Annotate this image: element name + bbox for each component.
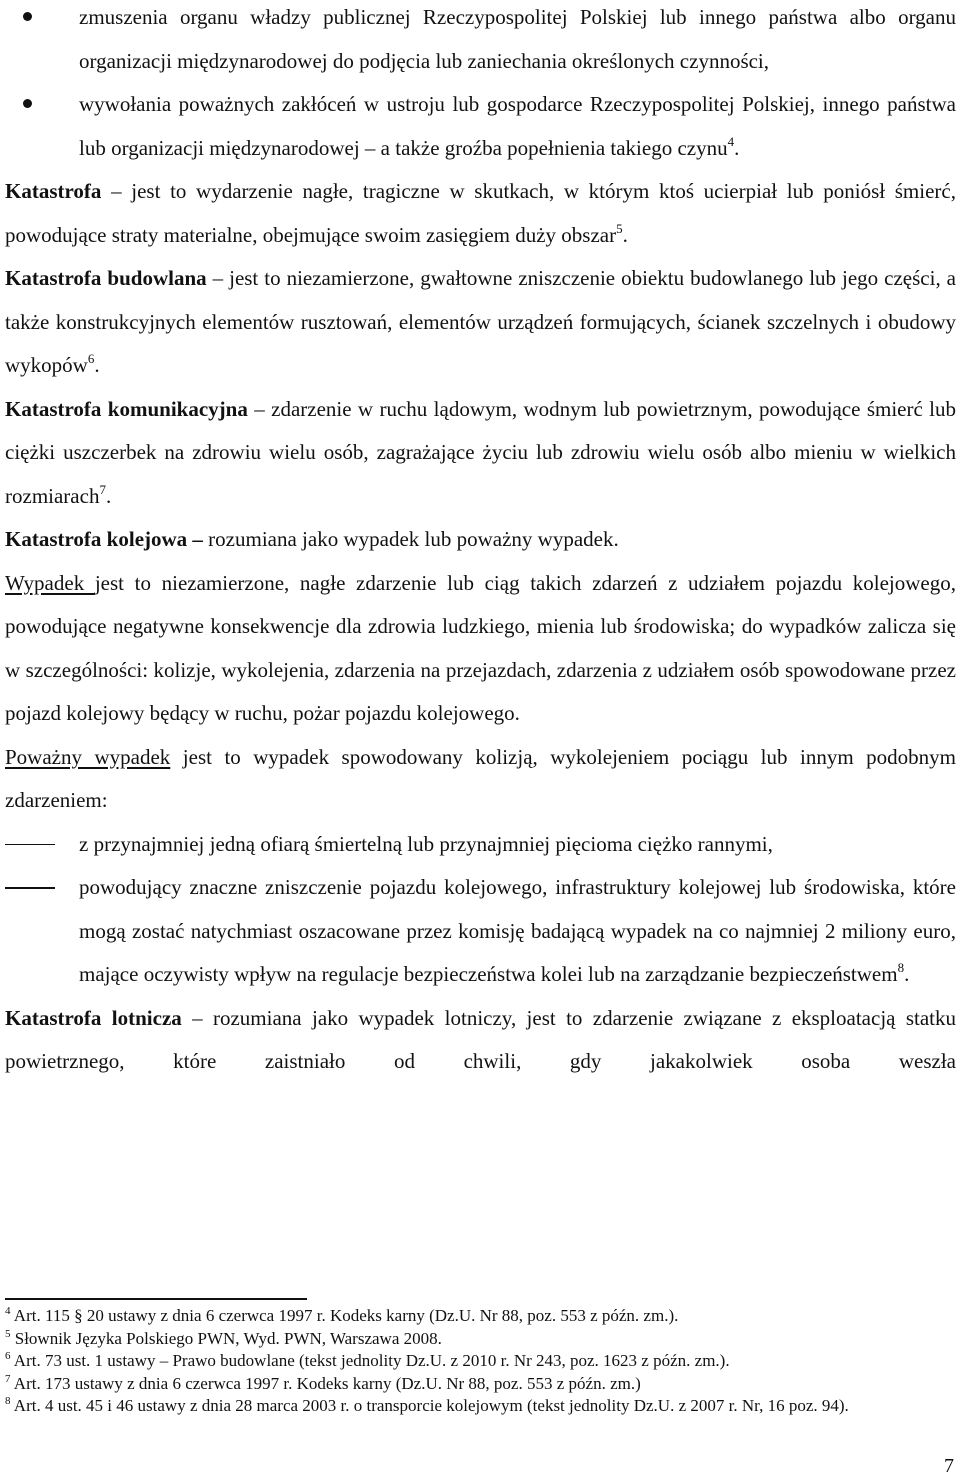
definition-text: rozumiana jako wypadek lub poważny wypadek. (202, 527, 619, 551)
dash-list-item (0, 823, 960, 867)
footnote (5, 1395, 956, 1418)
dash-item-text: z przynajmniej jedną ofiarą śmiertelną lub przynajmniej pięcioma ciężko rannymi, (79, 831, 773, 856)
footnotes (5, 1305, 956, 1418)
bullet-text: zmuszenia organu władzy publicznej Rzeczypospolitej Polskiej lub innego państwa albo organu organizacji międzynarodowej do podjęcia lub zaniechania określonych czynności, (79, 5, 956, 73)
definition-paragraph (0, 562, 960, 736)
definition-term: Katastrofa budowlana (5, 266, 207, 290)
footnote (5, 1373, 956, 1396)
footnote (5, 1305, 956, 1328)
definition-term: Katastrofa kolejowa – (5, 527, 203, 551)
footnote-text: Art. 115 § 20 ustawy z dnia 6 czerwca 1997 r. Kodeks karny (Dz.U. Nr 88, poz. 553 z późn. zm.). (10, 1306, 679, 1325)
footnote (5, 1350, 956, 1373)
definition-term: Katastrofa lotnicza (5, 1005, 182, 1030)
footnote-number: 6 (5, 1350, 11, 1362)
footnote-separator (5, 1298, 307, 1300)
footnote (5, 1328, 956, 1351)
definition-tail: . (105, 483, 112, 508)
footnote-text: Słownik Języka Polskiego PWN, Wyd. PWN, Warszawa 2008. (10, 1328, 442, 1348)
definition-term: Katastrofa (5, 179, 102, 203)
footnote-text: Art. 4 ust. 45 i 46 ustawy z dnia 28 marca 2003 r. o transporcie kolejowym (tekst jednolity Dz.U. z 2007 r. Nr, 16 poz. 94). (10, 1396, 849, 1415)
footnote-number: 8 (5, 1395, 11, 1407)
definition-text: jest to niezamierzone, nagłe zdarzenie lub ciąg takich zdarzeń z udziałem pojazdu kolejowego, powodujące negatywne konsekwencje dla zdrowia ludzkiego, mienia lub środowiska; do wypadków zalicza się w szczególności: kolizje, wykolejenia, zdarzenia na przejazdach, zdarzenia z udziałem osób spowodowane przez pojazd kolejowy będący w ruchu, pożar pojazdu kolejowego. (5, 570, 956, 725)
definition-tail: . (94, 353, 100, 377)
footnote-ref: 6 (87, 351, 95, 366)
footnote-number: 7 (5, 1372, 11, 1385)
definition-text: – zdarzenie w ruchu lądowym, wodnym lub powietrznym, powodujące śmierć lub ciężki uszczerbek na zdrowiu wielu osób, zagrażające życiu lub zdrowiu wielu osób albo mieniu w wielkich rozmiarach (5, 396, 957, 508)
definition-paragraph (0, 736, 960, 823)
dash-bullet-icon (5, 887, 55, 889)
definition-paragraph (0, 518, 960, 562)
footnote-ref: 7 (99, 481, 106, 497)
underlined-term: Poważny wypadek (5, 744, 171, 769)
definition-text: jest to wypadek spowodowany kolizją, wykolejeniem pociągu lub innym podobnym zdarzeniem: (5, 744, 957, 812)
definition-paragraph (0, 170, 960, 257)
definition-paragraph (0, 388, 960, 519)
footnote-ref: 5 (616, 220, 623, 236)
dash-list-item (0, 866, 960, 997)
definition-text: – jest to wydarzenie nagłe, tragiczne w skutkach, w którym ktoś ucierpiał lub poniósł śmierć, powodujące straty materialne, obejmujące swoim zasięgiem duży obszar (5, 179, 956, 247)
definition-paragraph (0, 997, 960, 1084)
page-number: 7 (944, 1455, 954, 1477)
bullet-dot-icon (23, 12, 32, 21)
dash-bullet-icon (5, 844, 55, 846)
definition-term: Katastrofa komunikacyjna (5, 396, 248, 421)
dash-item-text: powodujący znaczne zniszczenie pojazdu kolejowego, infrastruktury kolejowej lub środowiska, które mogą zostać natychmiast oszacowane przez komisję badającą wypadek na co najmniej 2 miliony euro, mające oczywisty wpływ na regulacje bezpieczeństwa kolei lub na zarządzanie bezpieczeństwem (79, 875, 956, 986)
definition-paragraph (0, 257, 960, 388)
footnote-ref: 8 (897, 960, 905, 975)
dash-item-tail: . (904, 962, 910, 986)
footnote-number: 5 (5, 1327, 11, 1340)
bullet-tail: . (734, 135, 740, 160)
footnote-text: Art. 173 ustawy z dnia 6 czerwca 1997 r. Kodeks karny (Dz.U. Nr 88, poz. 553 z późn. zm.) (10, 1373, 641, 1393)
bullet-item (0, 0, 960, 83)
footnote-text: Art. 73 ust. 1 ustawy – Prawo budowlane (tekst jednolity Dz.U. z 2010 r. Nr 243, poz. 1623 z późn. zm.). (10, 1351, 730, 1370)
bullet-item (0, 83, 960, 170)
bullet-dot-icon (23, 99, 32, 108)
underlined-term: Wypadek (5, 570, 95, 595)
definition-tail: . (622, 222, 628, 247)
footnote-number: 4 (5, 1305, 11, 1317)
definition-text: – rozumiana jako wypadek lotniczy, jest to zdarzenie związane z eksploatacją statku powietrznego, które zaistniało od chwili, gdy jakakolwiek osoba weszła (5, 1005, 956, 1073)
definition-text: – jest to niezamierzone, gwałtowne zniszczenie obiektu budowlanego lub jego części, a także konstrukcyjnych elementów rusztowań, elementów urządzeń formujących, ścianek szczelnych i obudowy wykopów (5, 266, 956, 377)
footnote-ref: 4 (727, 133, 735, 149)
bullet-text: wywołania poważnych zakłóceń w ustroju lub gospodarce Rzeczypospolitej Polskiej, innego państwa lub organizacji międzynarodowej – a także groźba popełnienia takiego czynu (79, 92, 956, 160)
